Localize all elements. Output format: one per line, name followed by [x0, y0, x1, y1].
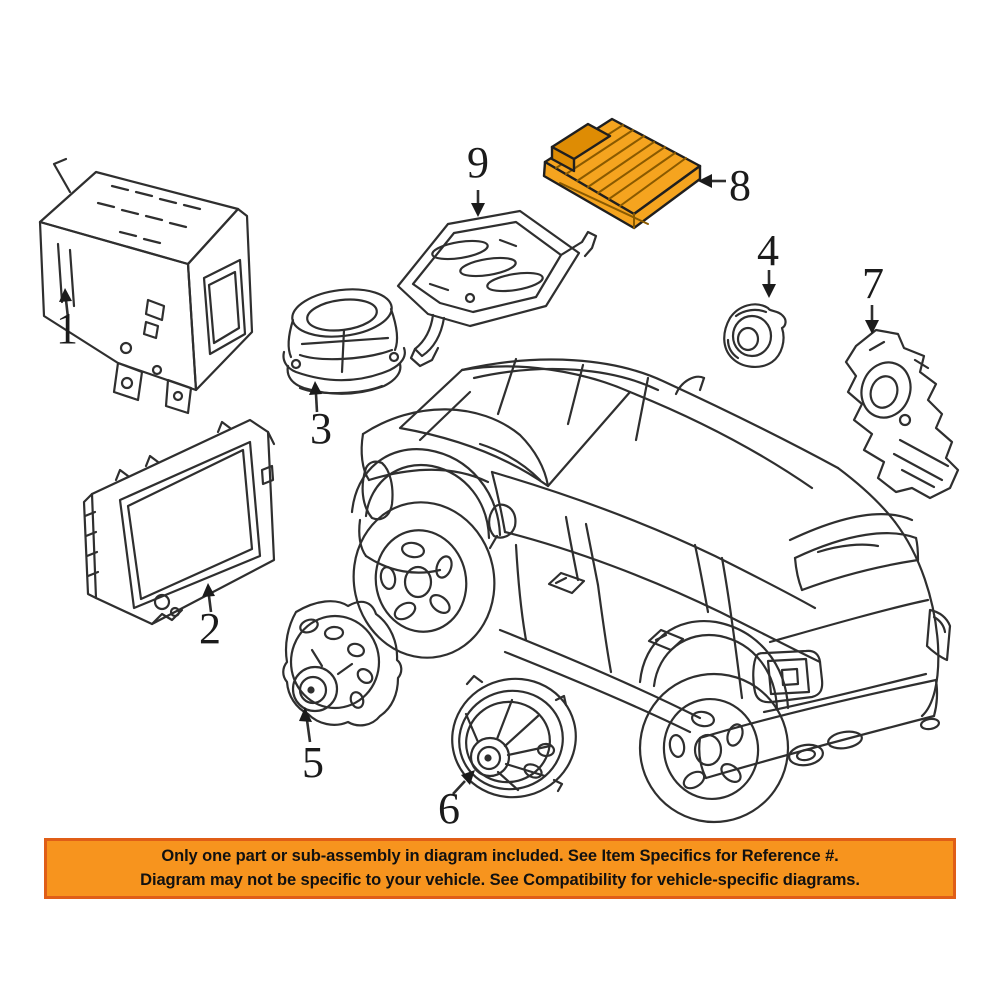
- callout-6: [438, 770, 475, 833]
- part-3-speaker-sketch: [284, 284, 405, 394]
- vehicle-doors: [500, 545, 742, 732]
- vehicle-mirror: [489, 505, 515, 548]
- part-6-speaker-sketch: [439, 665, 589, 811]
- callout-3-number: 3: [310, 404, 332, 453]
- part-8-amplifier-highlighted: [544, 119, 700, 228]
- callouts: [56, 138, 884, 833]
- callout-8: [698, 161, 751, 210]
- callout-1: [56, 288, 78, 353]
- callout-7: [862, 259, 884, 334]
- part-1-radio-sketch: [40, 159, 252, 413]
- disclaimer-line-2: Diagram may not be specific to your vehicle. See Compatibility for vehicle-specific diagrams.: [140, 870, 860, 889]
- vehicle-windshield: [400, 366, 630, 486]
- disclaimer-banner: [44, 838, 956, 899]
- callout-1-number: 1: [56, 304, 78, 353]
- callout-2-number: 2: [199, 604, 221, 653]
- vehicle-rear-end: [764, 468, 938, 716]
- callout-9-number: 9: [467, 138, 489, 187]
- callout-5-number: 5: [302, 738, 324, 787]
- disclaimer-line-1: Only one part or sub-assembly in diagram included. See Item Specifics for Reference #.: [161, 846, 839, 865]
- callout-5: [299, 707, 324, 787]
- vehicle-sketch: [339, 359, 950, 834]
- callout-3: [309, 381, 332, 453]
- callout-4: [757, 226, 779, 298]
- callout-7-number: 7: [862, 259, 884, 308]
- callout-6-number: 6: [438, 784, 460, 833]
- vehicle-rear-bumper: [699, 680, 939, 778]
- callout-2: [199, 583, 221, 653]
- callout-9: [467, 138, 489, 217]
- callout-4-number: 4: [757, 226, 779, 275]
- part-2-display-sketch: [84, 420, 274, 624]
- part-4-tweeter-sketch: [724, 304, 785, 367]
- part-9-bracket-sketch: [398, 211, 596, 366]
- vehicle-front-wheel: [339, 449, 508, 671]
- part-5-speaker-sketch: [283, 601, 401, 725]
- part-7-amplifier-sketch: [846, 330, 958, 498]
- callout-8-number: 8: [729, 161, 751, 210]
